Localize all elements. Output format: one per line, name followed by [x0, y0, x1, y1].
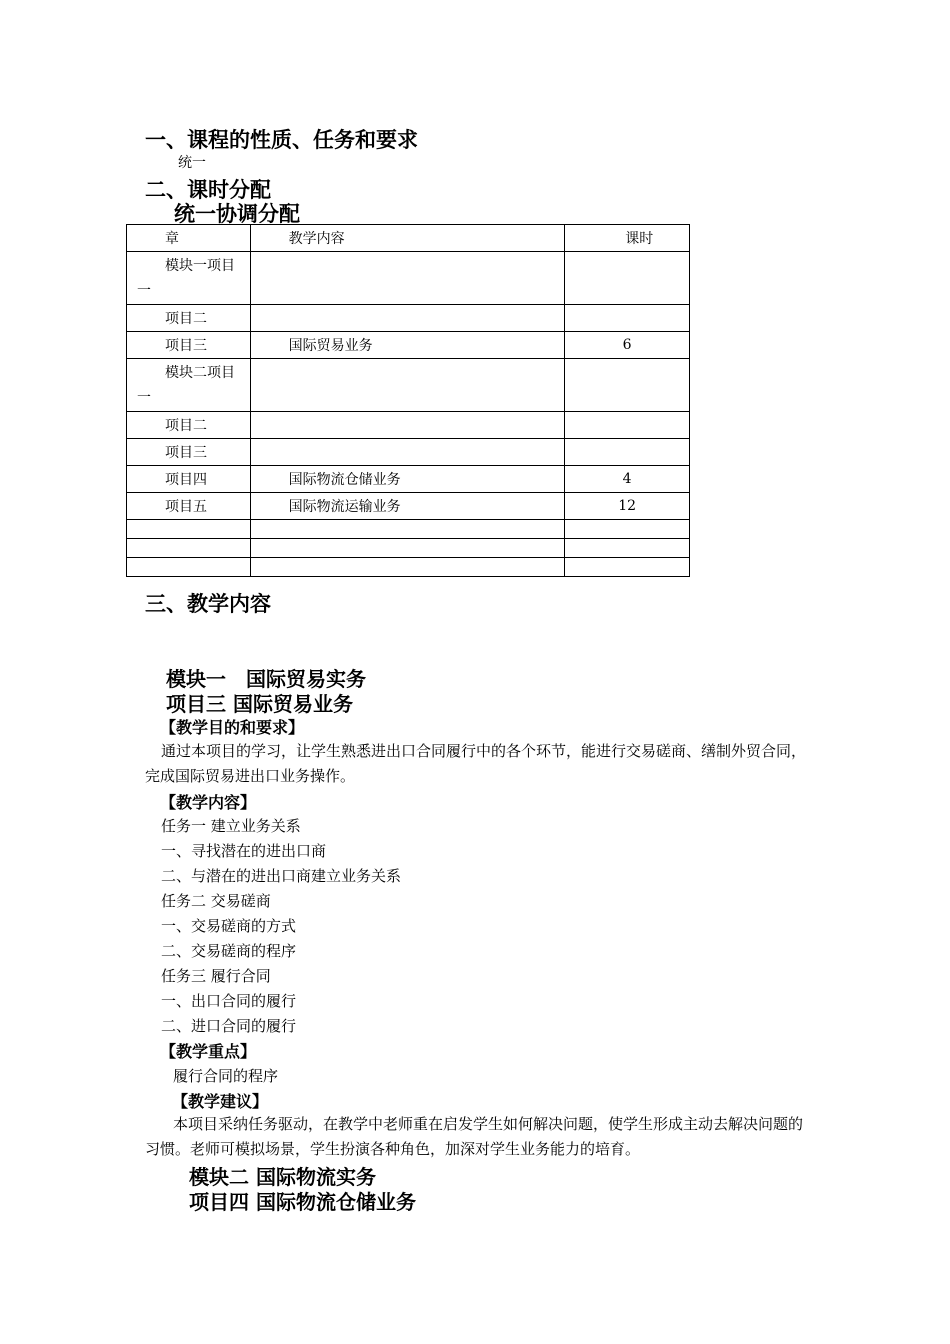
module2-project: 项目四 国际物流仓储业务 [189, 1190, 416, 1214]
table-row [127, 520, 690, 539]
row-hours [565, 539, 690, 558]
row-chapter: 项目五 [165, 499, 207, 515]
module2-title: 模块二 国际物流实务 [189, 1165, 376, 1189]
row-chapter [127, 558, 251, 577]
row-hours [565, 558, 690, 577]
row-hours [565, 439, 689, 440]
table-row [127, 412, 690, 439]
header-hours: 课时 [625, 231, 654, 247]
row-chapter: 项目二 [165, 311, 207, 327]
section3-title: 三、教学内容 [145, 592, 271, 616]
table-row [127, 493, 690, 520]
row-chapter: 项目三 [165, 445, 207, 461]
content-item: 二、与潜在的进出口商建立业务关系 [161, 867, 402, 885]
row-content [251, 305, 565, 307]
header-content: 教学内容 [288, 231, 345, 247]
table-row [127, 305, 690, 332]
row-content: 国际物流运输业务 [288, 499, 401, 515]
module1-project: 项目三 国际贸易业务 [166, 692, 353, 716]
goals-text: 通过本项目的学习，让学生熟悉进出口合同履行中的各个环节，能进行交易磋商、缮制外贸合同，完成国际贸易进出口业务操作。 [145, 742, 807, 785]
content-heading: 【教学内容】 [160, 793, 257, 812]
table-header-row [127, 225, 690, 252]
row-hours [565, 305, 689, 306]
row-content [250, 520, 565, 539]
row-content [251, 439, 565, 441]
row-hours [565, 412, 689, 413]
row-hours [565, 520, 690, 539]
content-item: 二、进口合同的履行 [161, 1017, 297, 1035]
row-content [251, 359, 565, 361]
section1-body: 统一 [178, 155, 206, 171]
row-content [250, 558, 565, 577]
row-chapter: 模块一项目一 [137, 258, 235, 299]
header-chapter: 章 [165, 231, 179, 247]
row-hours [565, 359, 689, 360]
row-chapter: 项目四 [165, 472, 207, 488]
content-item: 任务二 交易磋商 [161, 892, 271, 910]
table-row [127, 439, 690, 466]
row-chapter [127, 520, 251, 539]
section2-subtitle: 统一协调分配 [174, 202, 300, 226]
content-item: 任务三 履行合同 [161, 967, 271, 985]
table-row [127, 466, 690, 493]
row-chapter: 项目三 [165, 338, 207, 354]
row-content: 国际物流仓储业务 [288, 472, 401, 488]
row-content: 国际贸易业务 [288, 338, 373, 354]
row-hours [565, 252, 689, 253]
advice-heading: 【教学建议】 [172, 1092, 269, 1111]
content-item: 任务一 建立业务关系 [161, 817, 301, 835]
section1-title: 一、课程的性质、任务和要求 [145, 128, 418, 152]
row-content [251, 412, 565, 414]
content-item: 一、出口合同的履行 [161, 992, 297, 1010]
content-item: 二、交易磋商的程序 [161, 942, 297, 960]
table-row [127, 359, 690, 412]
row-chapter: 模块二项目一 [137, 365, 235, 406]
table-row [127, 558, 690, 577]
row-hours: 4 [622, 471, 632, 487]
row-hours: 6 [622, 337, 632, 353]
row-chapter: 项目二 [165, 418, 207, 434]
row-content [251, 252, 565, 254]
content-item: 一、寻找潜在的进出口商 [161, 842, 327, 860]
advice-text: 本项目采纳任务驱动，在教学中老师重在启发学生如何解决问题，使学生形成主动去解决问题的习惯。老师可模拟场景，学生扮演各种角色，加深对学生业务能力的培育。 [145, 1115, 804, 1158]
row-chapter [127, 539, 251, 558]
content-item: 一、交易磋商的方式 [161, 917, 297, 935]
row-content [250, 539, 565, 558]
table-row [127, 539, 690, 558]
section2-title: 二、课时分配 [145, 178, 271, 202]
key-text: 履行合同的程序 [173, 1067, 279, 1085]
table-row [127, 252, 690, 305]
row-hours: 12 [618, 498, 637, 514]
hours-allocation-table [126, 224, 690, 577]
module1-title: 模块一 国际贸易实务 [166, 667, 366, 691]
table-row [127, 332, 690, 359]
key-heading: 【教学重点】 [160, 1042, 257, 1061]
goals-heading: 【教学目的和要求】 [160, 718, 305, 737]
